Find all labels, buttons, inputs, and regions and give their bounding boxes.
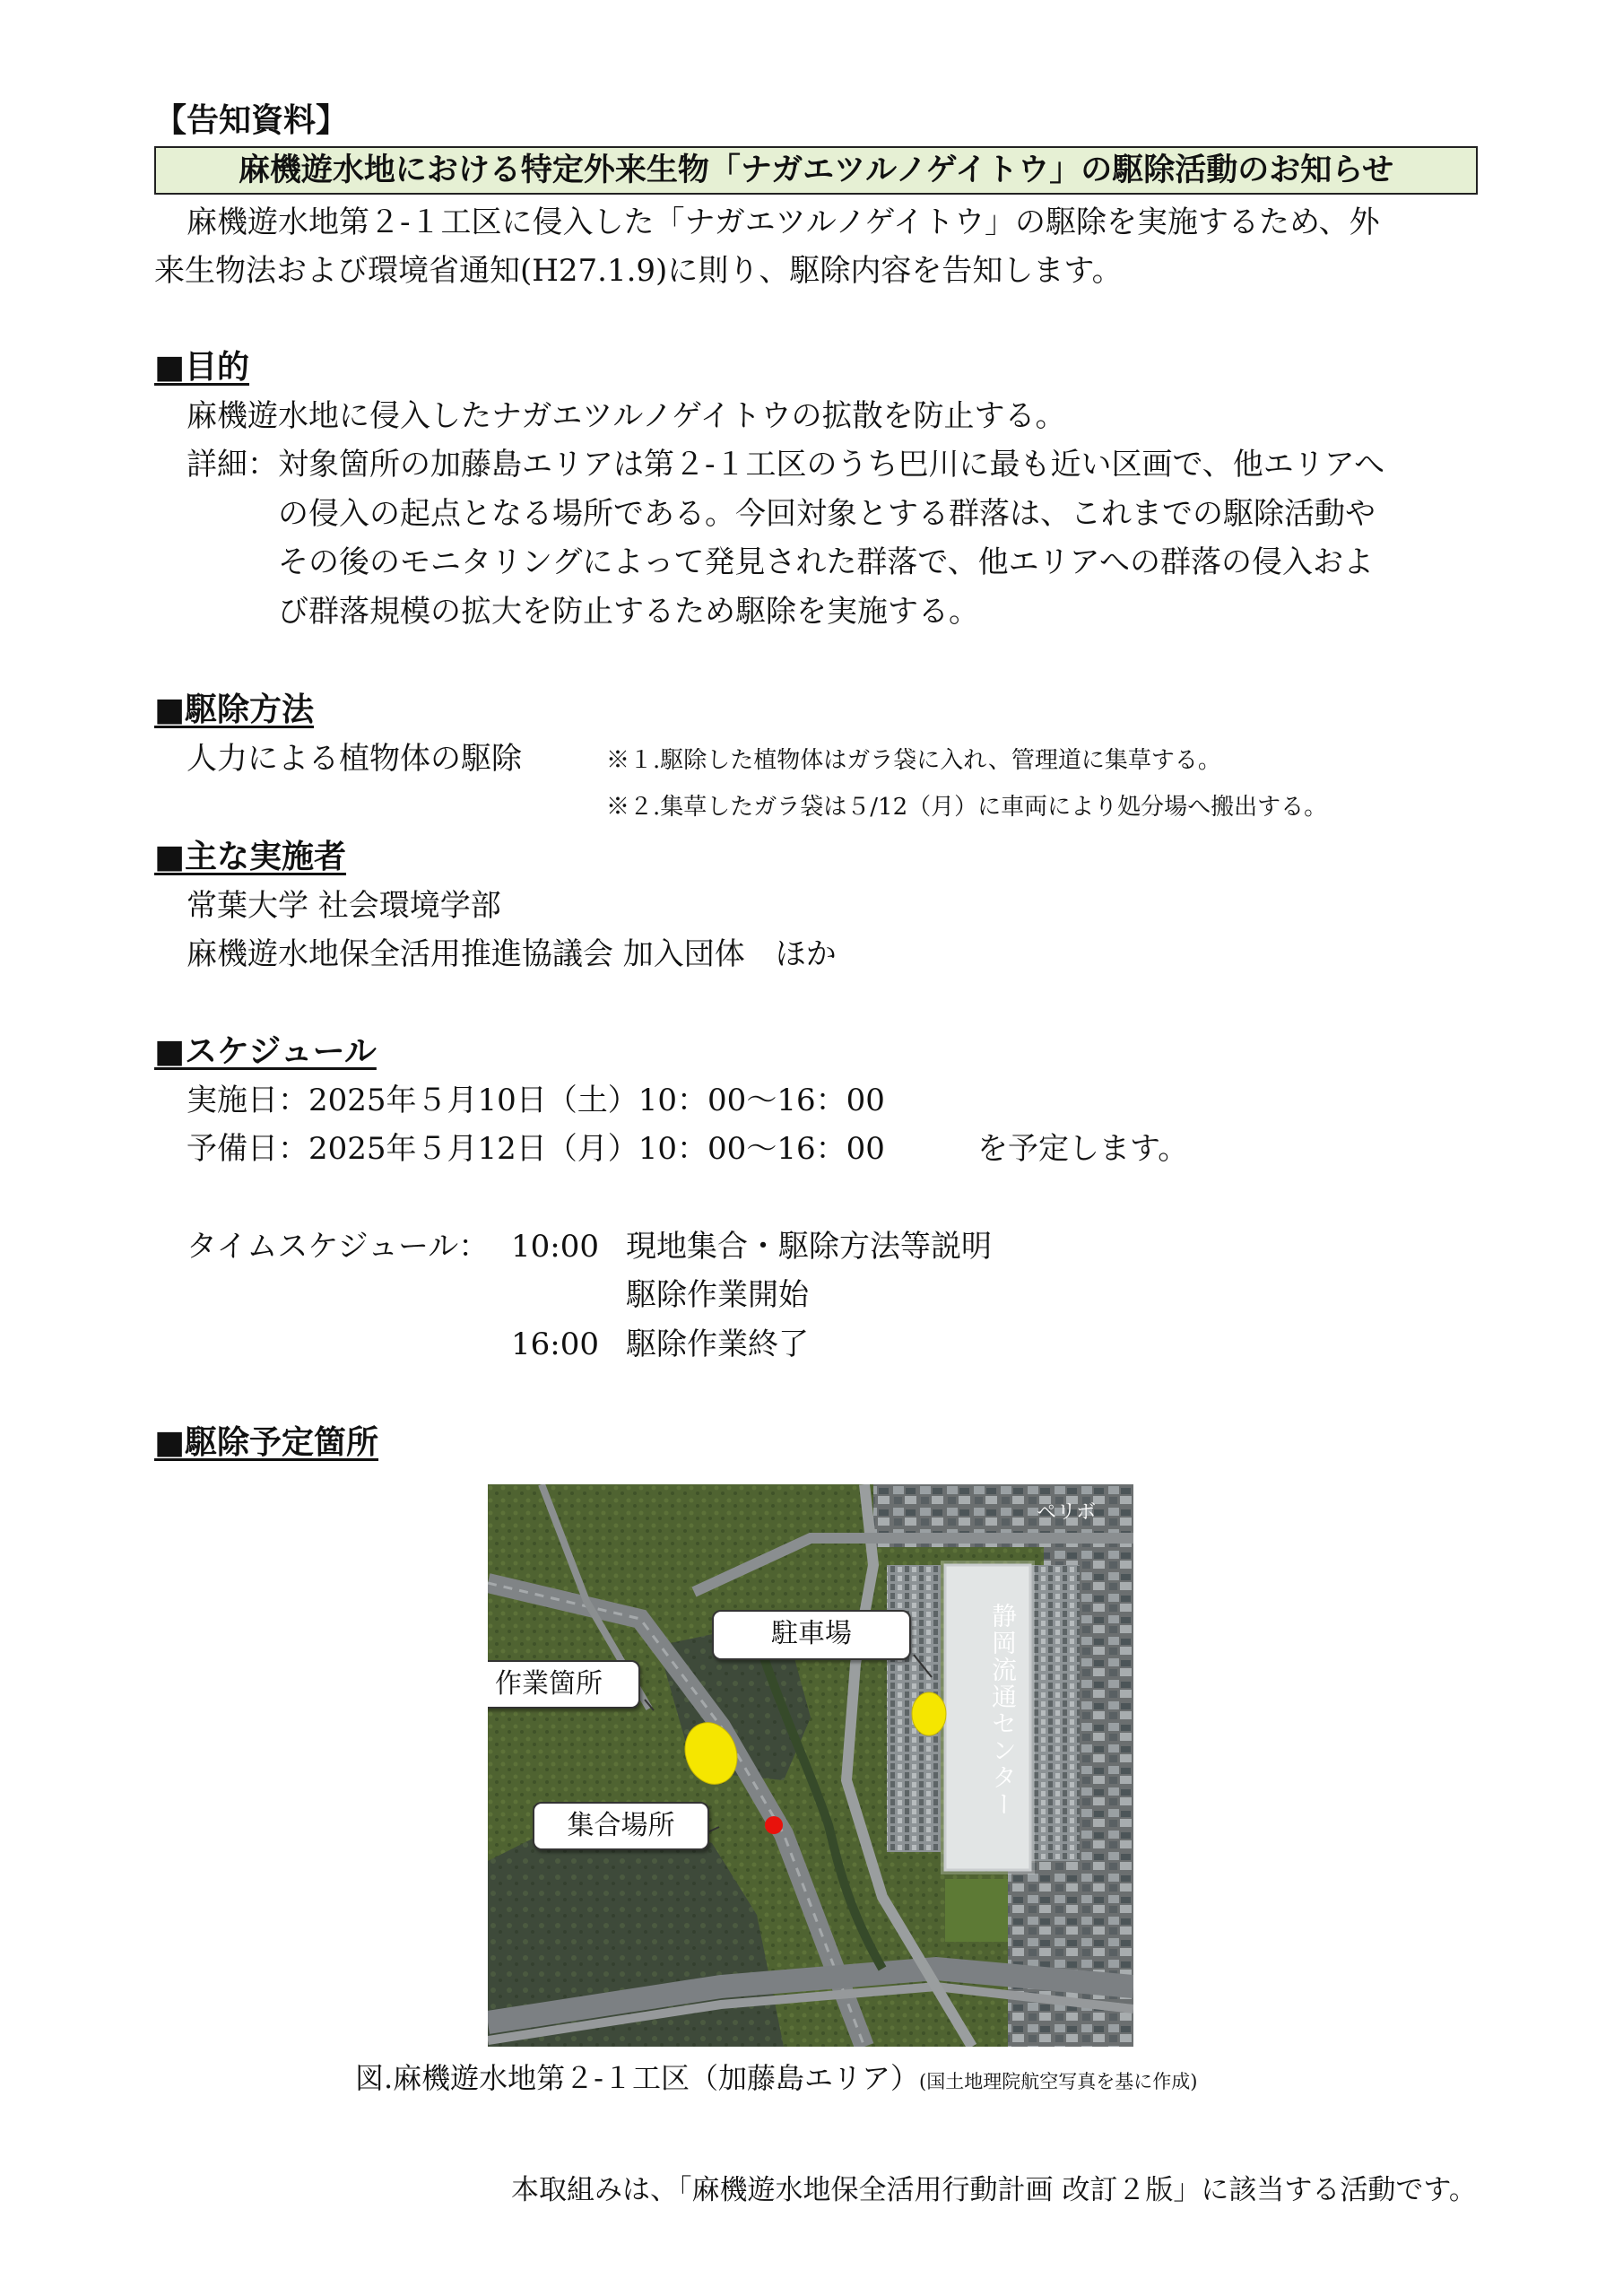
timetable-time-1: 10:00 [511, 1229, 599, 1265]
method-main: 人力による植物体の駆除 [187, 741, 522, 777]
work-area-callout: 作業箇所 [488, 1660, 640, 1709]
purpose-detail-line-3: その後のモニタリングによって発見された群落で、他エリアへの群落の侵入およ [278, 544, 1374, 580]
notice-label: 【告知資料】 [154, 102, 349, 139]
timetable-label: タイムスケジュール： [187, 1229, 490, 1265]
purpose-heading: ■目的 [154, 349, 250, 386]
map-caption [355, 2054, 1197, 2106]
map-caption-source: (国土地理院航空写真を基に作成) [919, 2071, 1198, 2092]
method-heading: ■駆除方法 [154, 691, 315, 728]
timetable-item-2: 駆除作業開始 [626, 1277, 809, 1313]
building-label: 静岡流通センター [988, 1603, 1018, 1818]
implementer-1: 常葉大学 社会環境学部 [187, 888, 501, 924]
method-note-1: ※１.駆除した植物体はガラ袋に入れ、管理道に集草する。 [606, 747, 1221, 774]
location-heading: ■駆除予定箇所 [154, 1424, 379, 1461]
intro-line-2: 来生物法および環境省通知(H27.1.9)に則り、駆除内容を告知します。 [154, 253, 1123, 289]
schedule-day-2: 予備日：2025年５月12日（月）10：00～16：00 [187, 1131, 885, 1167]
aerial-photo [488, 1484, 1133, 2047]
method-note-2: ※２.集草したガラ袋は５/12（月）に車両により処分場へ搬出する。 [606, 794, 1328, 821]
timetable-item-1: 現地集合・駆除方法等説明 [626, 1229, 992, 1265]
parking-callout: 駐車場 [712, 1610, 911, 1660]
map-caption-main: 図.麻機遊水地第２-１工区（加藤島エリア） [355, 2061, 919, 2095]
aerial-map [488, 1484, 1133, 2047]
document-title: 麻機遊水地における特定外来生物「ナガエツルノゲイトウ」の駆除活動のお知らせ [154, 146, 1478, 195]
purpose-detail-label: 詳細： [187, 447, 278, 483]
purpose-detail-line-2: の侵入の起点となる場所である。今回対象とする群落は、これまでの駆除活動や [278, 496, 1376, 532]
meeting-point-marker [765, 1816, 783, 1834]
timetable-time-2: 16:00 [511, 1326, 599, 1362]
purpose-detail-line-1: 対象箇所の加藤島エリアは第２-１工区のうち巴川に最も近い区画で、他エリアへ [278, 447, 1385, 483]
schedule-heading: ■スケジュール [154, 1033, 377, 1070]
timetable-item-3: 駆除作業終了 [626, 1326, 809, 1362]
intro-line-1: 麻機遊水地第２-１工区に侵入した「ナガエツルノゲイトウ」の駆除を実施するため、外 [187, 204, 1380, 240]
purpose-line: 麻機遊水地に侵入したナガエツルノゲイトウの拡散を防止する。 [187, 398, 1066, 434]
implementer-2: 麻機遊水地保全活用推進協議会 加入団体 ほか [187, 936, 837, 972]
schedule-day-2-suffix: を予定します。 [977, 1131, 1189, 1167]
purpose-detail-line-4: び群落規模の拡大を防止するため駆除を実施する。 [278, 594, 979, 630]
parking-marker [912, 1692, 946, 1735]
map-corner-text: ペリボ [1037, 1501, 1097, 1524]
schedule-day-1: 実施日：2025年５月10日（土）10：00～16：00 [187, 1083, 885, 1118]
meeting-point-callout: 集合場所 [533, 1802, 709, 1850]
footer-note: 本取組みは、「麻機遊水地保全活用行動計画 改訂２版」に該当する活動です。 [511, 2174, 1477, 2206]
implementers-heading: ■主な実施者 [154, 839, 347, 875]
